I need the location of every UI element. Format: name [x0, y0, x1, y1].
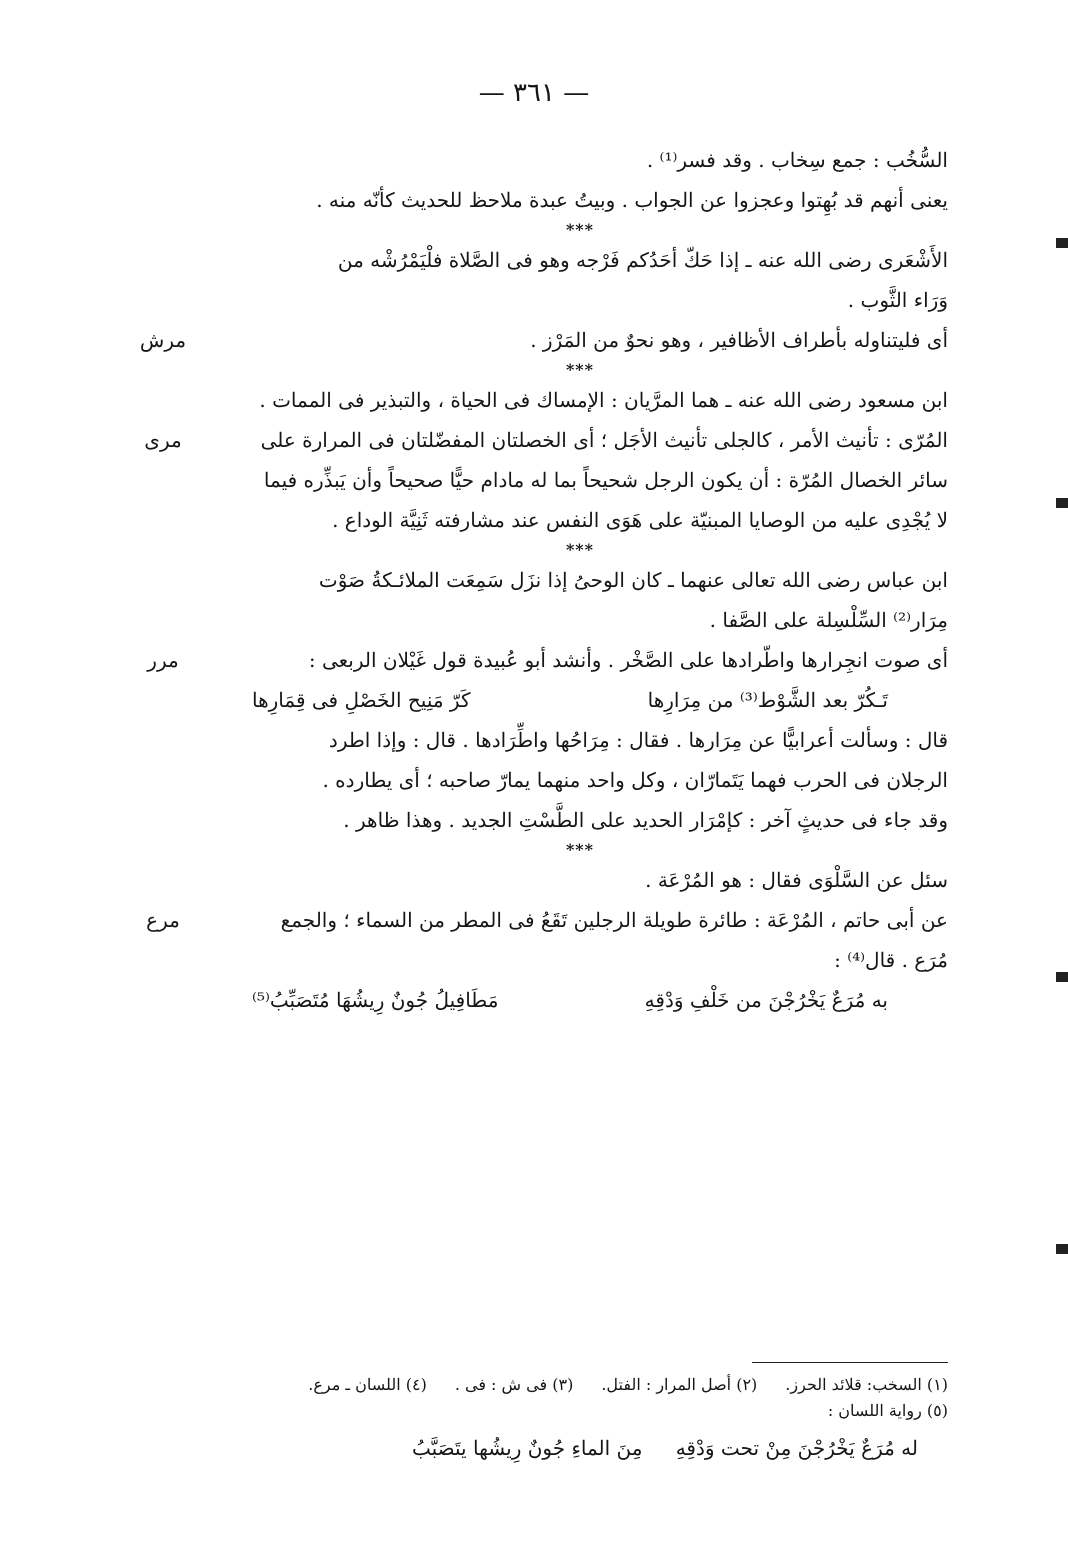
text-line: يعنى أنهم قد بُهِتوا وعجزوا عن الجواب . وبيتُ عبدة ملاحظ للحديث كأنّه منه .: [316, 188, 948, 212]
text-line: سئل عن السَّلْوَى فقال : هو المُرْعَة .: [645, 868, 948, 892]
footnote-item: (٣) فى ش : فى .: [454, 1375, 574, 1394]
text-line: وقد جاء فى حديثٍ آخر : كإمْرَار الحديد على الطَّسْتِ الجديد . وهذا ظاهر .: [343, 808, 948, 832]
footnote-item: (٤) اللسان ـ مرع.: [308, 1375, 427, 1394]
text-line: مِرَار⁽²⁾ السِّلْسِلة على الصَّفا .: [709, 608, 948, 632]
text-line: الأَشْعَرى رضى الله عنه ـ إذا حَكّ أحَدُكم فَرْجه وهو فى الصَّلاة فلْيَمْرُشْه من: [337, 248, 948, 272]
main-text: [212, 140, 948, 1020]
page-number: — ٣٦١ —: [478, 78, 590, 108]
text-line: مُرَع . قال⁽⁴⁾ :: [834, 948, 948, 972]
footnote-row: [212, 1398, 948, 1424]
verse-line: [212, 980, 948, 1020]
text-line: لا يُجْدِى عليه من الوصايا المبنيّة على هَوَى النفس عند مشارفته ثَنِيَّة الوداع .: [332, 508, 948, 532]
verse-line: [212, 680, 948, 720]
scan-edge-mark: [1056, 972, 1068, 982]
footnote-item: (٢) أصل المرار : الفتل.: [601, 1375, 758, 1394]
scan-edge-mark: [1056, 498, 1068, 508]
footnote-verse-right: له مُرَعٌ يَخْرُجْنَ مِنْ تحت وَدْقِهِ: [675, 1436, 918, 1460]
text-line: ابن عباس رضى الله تعالى عنهما ـ كان الوحىُ إذا نزَل سَمِعَت الملائـكةُ صَوْت: [318, 568, 948, 592]
text-line: قال : وسألت أعرابيًّا عن مِرَارها . فقال : مِرَاحُها واطِّرَادها . قال : وإذا اطرد: [328, 728, 948, 752]
marginal-keyword: مرى: [144, 428, 182, 452]
section-divider-stars: ***: [565, 540, 595, 559]
text-line: المُرّى : تأنيث الأمر ، كالجلى تأنيث الأجَل ؛ أى الخصلتان المفضّلتان فى المرارة على: [260, 428, 948, 452]
text-line: أى فليتناوله بأطراف الأظافير ، وهو نحوٌ من المَرْز .: [530, 328, 948, 352]
footnote-row: [212, 1372, 948, 1398]
section-divider-stars: ***: [565, 840, 595, 859]
section-divider-stars: ***: [565, 360, 595, 379]
footnotes: [212, 1372, 948, 1468]
text-line: السُّخُب : جمع سِخاب . وقد فسر⁽¹⁾ .: [646, 148, 948, 172]
verse-hemistich-right: تَـكُرّ بعد الشَّوْط⁽³⁾ من مِرَارِها: [647, 688, 888, 712]
text-line: سائر الخصال المُرّة : أن يكون الرجل شحيحاً بما له مادام حيًّا صحيحاً وأن يَبذِّره فيما: [263, 468, 948, 492]
text-line: عن أبى حاتم ، المُرْعَة : طائرة طويلة الرجلين تَقَعُ فى المطر من السماء ؛ والجمع: [280, 908, 948, 932]
text-line: وَرَاء الثَّوب .: [847, 288, 948, 312]
footnote-5: (٥) رواية اللسان :: [827, 1401, 948, 1420]
text-line: ابن مسعود رضى الله عنه ـ هما المرَّيان : الإمساك فى الحياة ، والتبذير فى الممات .: [259, 388, 948, 412]
section-divider-stars: ***: [565, 220, 595, 239]
scan-edge-mark: [1056, 238, 1068, 248]
verse-hemistich-left: كَرّ مَنِيح الخَصْلِ فى قِمَارِها: [252, 688, 471, 712]
verse-hemistich-right: به مُرَعٌ يَخْرُجْنَ من خَلْفِ وَدْقِهِ: [644, 988, 888, 1012]
footnote-item: (١) السخب: قلائد الحرز.: [785, 1375, 948, 1394]
marginal-keyword: مرش: [139, 328, 187, 352]
text-line: الرجلان فى الحرب فهما يَتَمارّان ، وكل واحد منهما يمارّ صاحبه ؛ أى يطارده .: [322, 768, 948, 792]
text-line: أى صوت انجِرارها واطّرادها على الصَّخْر . وأنشد أبو عُبيدة قول غَيْلان الربعى :: [308, 648, 948, 672]
footnote-verse: [212, 1428, 948, 1468]
marginal-keyword: مرر: [147, 648, 179, 672]
scan-edge-mark: [1056, 1244, 1068, 1254]
marginal-keyword: مرع: [146, 908, 180, 932]
verse-hemistich-left: مَطَافِيلُ جُونٌ رِيشُهَا مُتَصَبِّبُ⁽⁵⁾: [252, 988, 499, 1012]
footnote-verse-left: مِنَ الماءِ جُونٌ رِيشُها يتَصَبَّبُ: [412, 1436, 643, 1460]
footnote-separator: [752, 1362, 948, 1363]
